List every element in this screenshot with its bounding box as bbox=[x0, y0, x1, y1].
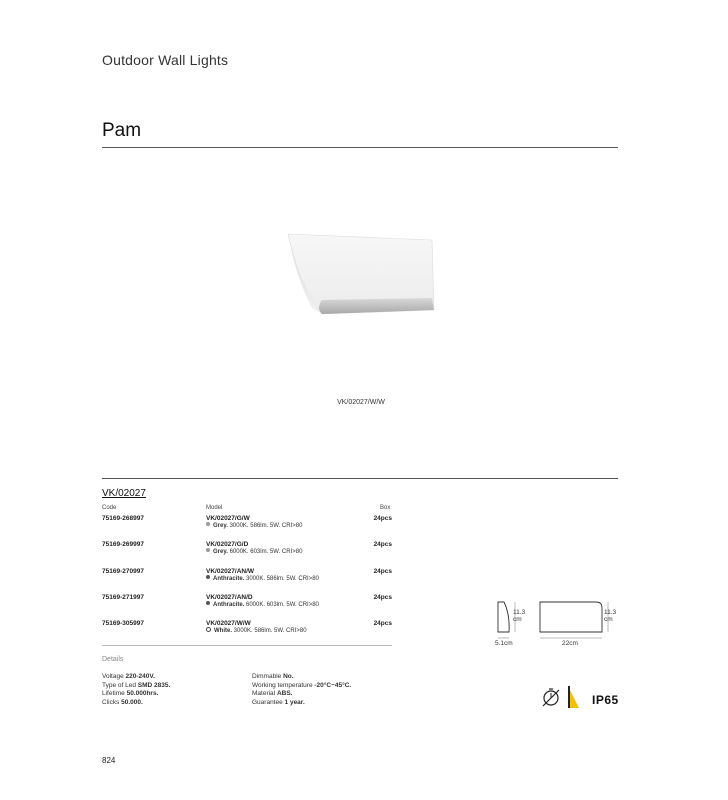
product-title: Pam bbox=[102, 120, 142, 141]
color-name: Anthracite. bbox=[213, 602, 245, 608]
photo-caption: VK/02027/W/W bbox=[337, 399, 385, 406]
height-label-left: 11.3 cm bbox=[513, 609, 526, 623]
box-quantity: 24pcs bbox=[373, 594, 392, 601]
ip-rating-badge: IP65 bbox=[592, 693, 619, 707]
color-name: White. bbox=[214, 628, 232, 635]
product-code: 75169-305997 bbox=[102, 620, 144, 627]
header-model: Model bbox=[206, 505, 223, 511]
product-model: VK/02027/W/W bbox=[206, 620, 251, 627]
category-title: Outdoor Wall Lights bbox=[102, 52, 229, 68]
color-swatch-icon bbox=[206, 575, 210, 579]
color-swatch-icon bbox=[206, 627, 211, 632]
product-description bbox=[206, 523, 302, 529]
depth-label: 5.1cm bbox=[495, 640, 513, 647]
height-label-right: 11.3 cm bbox=[604, 609, 617, 623]
product-description bbox=[206, 549, 302, 555]
color-name: Grey. bbox=[213, 523, 228, 529]
product-photo bbox=[282, 228, 438, 320]
box-quantity: 24pcs bbox=[373, 568, 392, 575]
spec-led-type: Type of Led SMD 2835. bbox=[102, 681, 171, 689]
product-spec: 3000K. 586lm. 5W. CRI>80 bbox=[244, 576, 319, 582]
spec-guarantee: Guarantee 1 year. bbox=[252, 698, 305, 706]
header-code: Code bbox=[102, 505, 117, 511]
timer-icon bbox=[540, 686, 562, 708]
series-code-link[interactable]: VK/02027 bbox=[102, 488, 146, 499]
title-divider bbox=[102, 147, 618, 148]
spec-working-temperature: Working temperature -20°C~45°C. bbox=[252, 681, 352, 689]
spec-dimmable: Dimmable No. bbox=[252, 673, 294, 680]
width-label: 22cm bbox=[562, 640, 578, 647]
side-profile-shape bbox=[498, 602, 509, 632]
details-heading: Details bbox=[102, 656, 124, 663]
box-quantity: 24pcs bbox=[373, 620, 392, 627]
color-swatch-icon bbox=[206, 601, 210, 605]
product-model: VK/02027/G/W bbox=[206, 515, 250, 522]
table-divider bbox=[102, 645, 392, 646]
product-model: VK/02027/G/D bbox=[206, 541, 249, 548]
box-quantity: 24pcs bbox=[373, 515, 392, 522]
product-spec: 6000K. 603lm. 5W. CRI>80 bbox=[227, 549, 303, 555]
product-spec: 6000K. 603lm. 5W. CRI>80 bbox=[244, 602, 319, 608]
spec-voltage: Voltage 220-240V. bbox=[102, 673, 155, 680]
product-model: VK/02027/AN/W bbox=[206, 568, 255, 575]
product-spec: 3000K. 586lm. 5W. CRI>80 bbox=[232, 628, 307, 635]
product-spec: 3000K. 586lm. 5W. CRI>80 bbox=[227, 523, 303, 529]
color-name: Anthracite. bbox=[213, 576, 245, 582]
product-code: 75169-271997 bbox=[102, 594, 144, 601]
light-beam-icon bbox=[566, 684, 582, 710]
front-view-shape bbox=[540, 602, 602, 632]
product-code: 75169-268997 bbox=[102, 515, 144, 522]
color-swatch-icon bbox=[206, 522, 210, 526]
box-quantity: 24pcs bbox=[373, 541, 392, 548]
details-left-column bbox=[102, 673, 170, 707]
product-model: VK/02027/AN/D bbox=[206, 594, 253, 601]
product-description bbox=[206, 576, 319, 582]
product-description bbox=[206, 602, 319, 608]
section-divider bbox=[102, 478, 618, 479]
product-code: 75169-270997 bbox=[102, 568, 144, 575]
color-name: Grey. bbox=[213, 549, 228, 555]
header-box: Box bbox=[380, 505, 391, 511]
details-right-column bbox=[252, 673, 351, 707]
product-description bbox=[206, 628, 307, 634]
spec-lifetime: Lifetime 50.000hrs. bbox=[102, 690, 159, 698]
product-code: 75169-269997 bbox=[102, 541, 144, 548]
page-number: 824 bbox=[102, 756, 116, 765]
spec-material: Material ABS. bbox=[252, 690, 293, 698]
spec-clicks: Clicks 50.000. bbox=[102, 698, 143, 706]
color-swatch-icon bbox=[206, 548, 210, 552]
